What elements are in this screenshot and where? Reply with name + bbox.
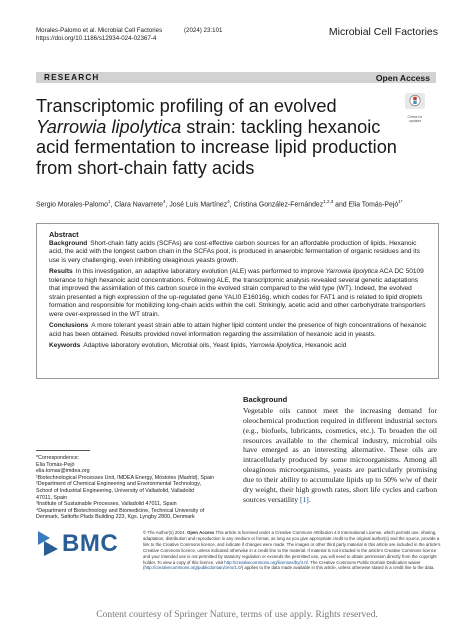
author-affil-sup: 1 [108, 199, 111, 204]
abstract-keywords [49, 342, 429, 350]
background-text: Short-chain fatty acids (SCFAs) are cost-effective carbon sources for an affordable production of lipids. Hexanoic acid, the acid with the longest carbon chain in the SCFAs pool, is produced in anaerobic fermentation of organic residues and its use is very challenging, even inhibiting oleaginous yeasts growth. [49, 240, 420, 264]
abstract-results [49, 268, 429, 319]
license-link[interactable]: http://creativecommons.org/licenses/by/4.0/ [224, 559, 308, 565]
author-name[interactable]: José Luis Martínez [169, 201, 228, 209]
author-name[interactable]: Elia Tomás-Pejó [348, 201, 399, 209]
author-affil-sup: 4 [227, 199, 230, 204]
body-paragraph-end: . [308, 494, 311, 504]
abstract-conclusions [49, 322, 429, 339]
author-affil-sup: 1* [398, 199, 403, 204]
license-body-end: ) applies to the data made available in this article, unless otherwise stated in a credit line to the data. [241, 565, 435, 571]
correspondence-label: *Correspondence: [36, 455, 80, 461]
author-affil-sup: 1,2,3 [323, 199, 334, 204]
crossmark-icon [405, 93, 425, 109]
author-affil-sup: 4 [163, 199, 166, 204]
crossmark-badge[interactable] [405, 93, 425, 123]
correspondence-block [36, 450, 236, 521]
open-access-label: Open Access [375, 72, 430, 83]
license-body: This article is licensed under a Creative Commons Attribution 4.0 International License, which permits use, sharing, adaptation, distribution and reproduction in any medium or format, as long as you give appropriate credit to the original author(s) and the source, provide a link to the Creative Commons licence, and indicate if changes were made. The images or other third party material in this article are included in the article's Creative Commons licence, unless indicated otherwise in a credit line to the material. If material is not included in the article's Creative Commons licence and your intended use is not permitted by statutory regulation or exceeds the permitted use, you will need to obtain permission directly from the copyright holder. To view a copy of this licence, visit [143, 530, 441, 565]
keywords-text-cont: , Hexanoic acid [301, 341, 347, 349]
footer-notice: Content courtesy of Springer Nature, terms of use apply. Rights reserved. [96, 609, 378, 620]
publisher-logo[interactable] [36, 528, 136, 558]
title-line-2: strain: tackling hexanoic [181, 116, 381, 137]
license-open-access: Open Access [186, 530, 215, 535]
citation-link[interactable]: [1] [299, 494, 309, 504]
author-name[interactable]: Cristina González-Fernández [233, 201, 324, 209]
divider [36, 450, 90, 451]
article-title [36, 96, 401, 178]
body-paragraph: Vegetable oils cannot meet the increasing demand for oleochemical production required in different industrial sectors (e.g., biofuels, lubricants, cosmetics, etc.). To broaden the oil resources available to the chemical industry, microbial oils have emerged as an interesting alternative. These oils are intracellularly produced by some microorganisms. Among all oleaginous microorganisms, yeasts are particularly promising due to their ability to accumulate lipids up to 50% w/w of their dry weight, their high growth rates, short life cycles and carbon sources versatility [243, 406, 437, 504]
license-text [143, 530, 443, 571]
license-lead: © The Author(s) 2024. [143, 530, 187, 535]
author-sep: , [165, 201, 170, 209]
journal-name: Microbial Cell Factories [328, 26, 438, 38]
crossmark-label: Check for updates [407, 115, 423, 123]
citation-year: (2024) 23:101 [183, 27, 223, 34]
results-label: Results [49, 268, 73, 276]
body-text [243, 406, 437, 504]
author-list [36, 197, 436, 209]
affiliation: ³Institute of Sustainable Processes, Valladolid 47011, Spain [36, 501, 177, 508]
title-line-1: Transcriptomic profiling of an evolved [36, 96, 337, 116]
background-label: Background [49, 240, 88, 247]
license-body-cont: . The Creative Commons Public Domain Dedication waiver ( [143, 559, 421, 571]
bmc-logo-icon [36, 529, 60, 557]
abstract-background [49, 240, 429, 265]
title-line-3: acid fermentation to increase lipid production [36, 137, 397, 157]
correspondence-name: Elia Tomás-Pejó [36, 461, 75, 468]
doi-link[interactable]: https://doi.org/10.1186/s12934-024-02367-4 [36, 35, 157, 42]
keywords-species: Yarrowia lipolytica [249, 341, 302, 349]
publisher-name: BMC [62, 530, 119, 557]
abstract-body [49, 240, 429, 353]
keywords-label: Keywords [49, 341, 81, 349]
author-name[interactable]: Clara Navarrete [114, 201, 163, 209]
author-name[interactable]: Sergio Morales-Palomo [36, 201, 108, 209]
results-text-cont: ACA DC 50109 tolerance to high hexanoic acid concentrations. Following ALE, the transcriptomic analysis revealed several genetic adaptations that improved the assimilation of this carbon source in the evolved strain compared to the wild type (WT). Indeed, the evolved strain presented a high expression of the up-regulated gene YALI0 E16016g, which codes for FAT1 and is related to lipid droplets formation and responsible for mobilizing long-chain acids within the cell. Strikingly, acetic acid and other carbohydrate transporters were over-expressed in the WT strain. [49, 268, 426, 318]
public-domain-link[interactable]: http://creativecommons.org/publicdomain/zero/1.0/ [144, 565, 242, 571]
affiliation: ⁴Department of Biotechnology and Biomedicine, Technical University of [36, 507, 205, 514]
author-and: and [333, 201, 349, 209]
abstract-title: Abstract [49, 230, 79, 239]
conclusions-text: A more tolerant yeast strain able to attain higher lipid content under the presence of high concentrations of hexanoic acid has been obtained. Results provided novel information regarding the assimilation of hexanoic acid in yeasts. [49, 322, 427, 338]
abstract-box [36, 223, 439, 379]
article-type-label: RESEARCH [44, 73, 100, 82]
title-line-4: from short-chain fatty acids [36, 157, 255, 178]
conclusions-label: Conclusions [49, 322, 89, 330]
citation-authors: Morales-Palomo et al. Microbial Cell Factories [36, 27, 163, 34]
affiliation: School of Industrial Engineering, University of Valladolid, Valladolid [36, 487, 194, 494]
correspondence-email[interactable]: elia.tomas@imdea.org [36, 468, 90, 475]
affiliation: ¹Biotechnological Processes Unit, IMDEA Energy, Móstoles (Madrid), Spain [36, 474, 215, 481]
author-sep: , [110, 201, 115, 209]
title-species: Yarrowia lipolytica [36, 116, 182, 137]
affiliation: ²Department of Chemical Engineering and Environmental Technology, [36, 481, 201, 488]
keywords-text: Adaptive laboratory evolution, Microbial oils, Yeast lipids, [83, 341, 250, 349]
section-heading: Background [243, 395, 288, 404]
results-species: Yarrowia lipolytica [325, 268, 378, 276]
results-text: In this investigation, an adaptive laboratory evolution (ALE) was performed to improve [75, 268, 326, 276]
author-sep: , [229, 201, 234, 209]
citation-header [36, 27, 242, 43]
affiliation: 47011, Spain [36, 494, 68, 501]
article-type-banner [36, 72, 436, 83]
affiliation: Denmark, Søltofts Plads Building 223, Kgs. Lyngby 2800, Denmark [36, 514, 195, 521]
